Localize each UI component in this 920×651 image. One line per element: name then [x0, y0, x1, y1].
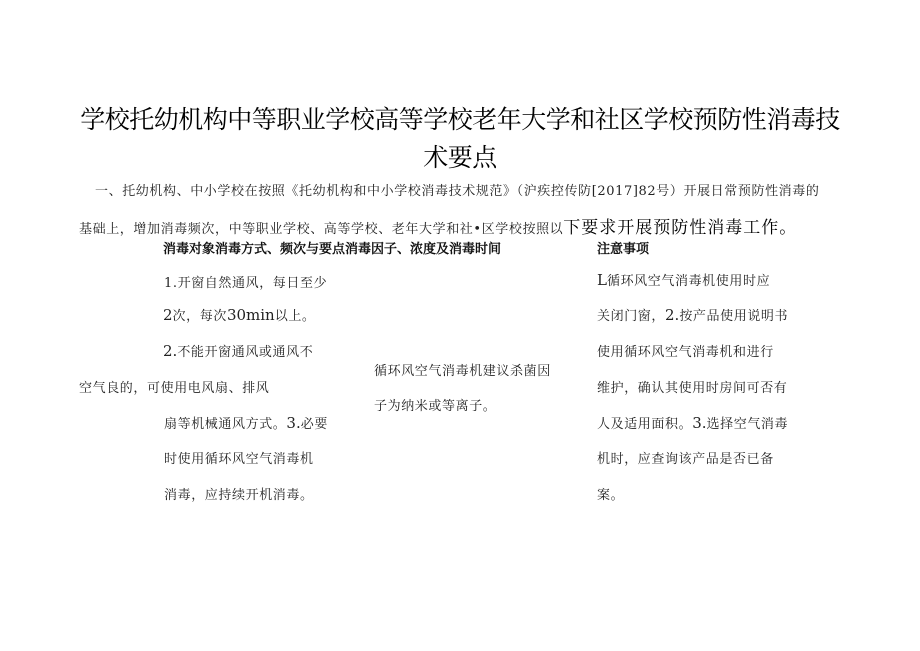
notes-line-2-num: 2.: [665, 306, 680, 324]
notes-line-5-tail: 选择空气消毒: [706, 417, 789, 432]
method-line-1: 1.开窗自然通风，每日至少: [164, 276, 328, 291]
method-line-5-text: 扇等机械通风方式。: [164, 417, 287, 432]
method-line-2-tail: 以上。: [274, 309, 316, 324]
notes-line-2-text: 关闭门窗，: [597, 309, 666, 324]
method-line-2-num: 2: [163, 306, 173, 324]
document-title-line-2: 术要点: [423, 143, 497, 172]
method-line-2-text: 次，每次: [172, 309, 227, 324]
notes-line-6: 机时，应查询该产品是否已备: [597, 452, 774, 467]
method-line-7: 消毒，应持续开机消毒。: [164, 488, 314, 503]
notes-line-1-num: L: [597, 271, 607, 289]
table-header-notes: 注意事项: [597, 242, 650, 257]
notes-line-4: 维护，确认其使用时房间可否有: [597, 381, 788, 396]
method-line-3: [163, 341, 313, 360]
notes-line-2: [597, 305, 788, 324]
notes-line-7: 案。: [597, 488, 625, 503]
intro-line-2: [79, 213, 797, 238]
notes-line-3: 使用循环风空气消毒机和进行: [597, 345, 774, 360]
method-line-5: [164, 413, 328, 432]
notes-line-2-tail: 按产品使用说明书: [679, 309, 789, 324]
method-line-3-text: 不能开窗通风或通风不: [177, 345, 314, 360]
document-title-line-1: 学校托幼机构中等职业学校高等学校老年大学和社区学校预防性消毒技: [80, 105, 840, 134]
notes-line-5-num: 3.: [692, 414, 707, 432]
method-line-2-duration: 30min: [226, 306, 275, 324]
factor-line-1: 循环风空气消毒机建议杀菌因: [374, 364, 551, 379]
table-header-left: 消毒对象消毒方式、频次与要点消毒因子、浓度及消毒时间: [163, 242, 502, 257]
notes-line-5-text: 人及适用面积。: [597, 417, 693, 432]
method-line-4: 空气良的，可使用电风扇、排风: [79, 381, 270, 396]
method-line-2: [163, 305, 316, 324]
intro-line-2-part-1: 基础上，增加消毒频次，中等职业学校、高等学校、老年大学和社•区学校按照以: [79, 222, 564, 237]
notes-line-1-text: 循环风空气消毒机使用时应: [606, 274, 771, 289]
method-line-6: 时使用循环风空气消毒机: [164, 452, 314, 467]
method-line-5-tail: 必要: [300, 417, 328, 432]
intro-line-1: 一、托幼机构、中小学校在按照《托幼机构和中小学校消毒技术规范》（沪疾控传防[2017]82号）开展日常预防性消毒的: [95, 184, 820, 199]
intro-line-2-part-2: 下要求开展预防性消毒工作。: [563, 218, 798, 238]
method-line-3-num: 2.: [163, 342, 178, 360]
method-line-5-num: 3.: [286, 414, 301, 432]
notes-line-1: [597, 270, 770, 289]
notes-line-5: [597, 413, 788, 432]
factor-line-2: 子为纳米或等离子。: [374, 399, 497, 414]
